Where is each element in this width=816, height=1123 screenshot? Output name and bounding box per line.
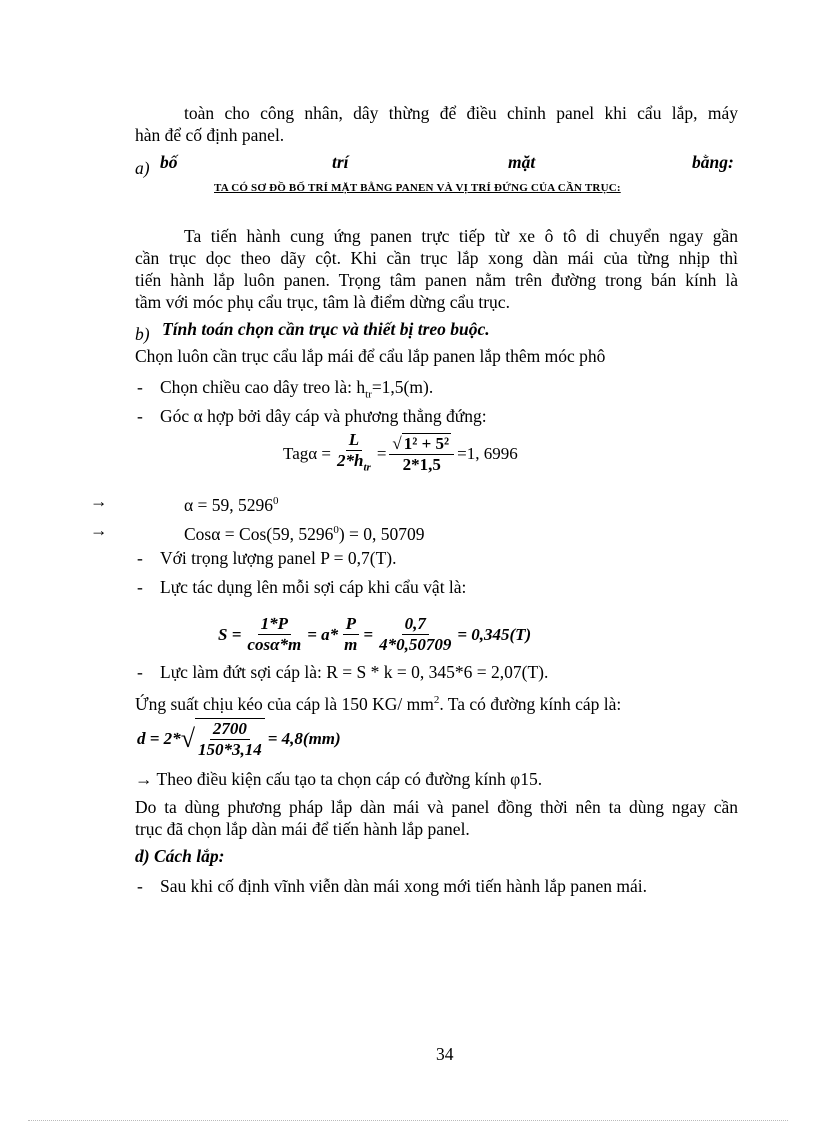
list-item: Lực làm đứt sợi cáp là: R = S * k = 0, 345*6 = 2,07(T). bbox=[160, 662, 549, 682]
section-a-label: a) bbox=[135, 158, 150, 178]
denominator: 2*1,5 bbox=[402, 454, 441, 474]
section-a-word: trí bbox=[332, 152, 349, 172]
section-b-label: b) bbox=[135, 324, 150, 344]
page-number: 34 bbox=[436, 1044, 454, 1064]
text-line: hàn để cố định panel. bbox=[135, 125, 285, 145]
cos-result: Cosα = Cos(59, $5296^0) = 0$, 50709 bbox=[184, 523, 425, 544]
footer-divider bbox=[28, 1120, 788, 1121]
sqrt-icon: √ bbox=[180, 724, 195, 753]
arrow-icon: → bbox=[90, 520, 108, 540]
text-line: toàn cho công nhân, dây thừng để điều chỉnh panel khi cẩu lắp, máy bbox=[184, 103, 738, 123]
fraction: $\frac{1*P}{\cos\alpha*m}$ bbox=[247, 614, 302, 654]
bullet: - bbox=[137, 876, 143, 896]
eq-lhs: Tagα = bbox=[283, 443, 331, 463]
equation-force: S = $\frac{1*P}{\cos\alpha*m}$ = a* $\frac{P}{m}$ = $\frac{0,7}{4*0,50709}$ = 0,345(T) bbox=[218, 614, 532, 654]
fraction bbox=[389, 433, 454, 475]
item-text: Chọn chiều cao dây treo là: h bbox=[160, 377, 366, 397]
text-line: Ứng suất chịu kéo của cáp là 150 KG/ $mm^2$. Ta có đường kính cáp là: bbox=[135, 693, 622, 714]
alpha-result: α = 59, 5296$^0$ bbox=[184, 494, 279, 515]
text-line: Chọn luôn cần trục cẩu lắp mái để cẩu lắp panen lắp thêm móc phô bbox=[135, 346, 606, 366]
list-item: Lực tác dụng lên mỗi sợi cáp khi cẩu vật là: bbox=[160, 577, 467, 597]
numerator: L bbox=[346, 430, 362, 451]
equation-tan-alpha bbox=[283, 430, 518, 477]
equation-diameter bbox=[137, 718, 341, 760]
eq-result: = 0,345(T) bbox=[457, 624, 532, 644]
text-line: cần trục dọc theo dãy cột. Khi cần trục lắp xong dàn mái của từng nhịp thì bbox=[135, 248, 738, 268]
eq-lhs: d = 2* bbox=[137, 729, 181, 748]
section-a-word: mặt bbox=[508, 152, 536, 172]
section-b-title: Tính toán chọn cần trục và thiết bị treo buộc. bbox=[162, 319, 490, 339]
text-line: tầm với móc phụ cẩu trục, tâm là điểm dừng cẩu trục. bbox=[135, 292, 510, 312]
text-line: Ta tiến hành cung ứng panen trực tiếp từ xe ô tô di chuyển ngay gần bbox=[184, 226, 738, 246]
bullet: - bbox=[137, 577, 143, 597]
fraction: $\frac{P}{m}$ bbox=[344, 614, 358, 654]
list-item: Góc α hợp bởi dây cáp và phương thẳng đứng: bbox=[160, 406, 487, 426]
denominator: $2*h_{tr}$ bbox=[337, 451, 371, 474]
text-line: → Theo điều kiện cấu tạo ta chọn cáp có đường kính φ15. bbox=[135, 769, 543, 789]
section-a-word: bố bbox=[160, 152, 178, 172]
numerator: √ 1² + 5² bbox=[389, 433, 454, 455]
eq-result: =1, 6996 bbox=[457, 443, 518, 463]
fraction: $\frac{0,7}{4*0,50709}$ bbox=[379, 614, 452, 654]
equals: = bbox=[376, 443, 387, 463]
item-text: =1,5(m). bbox=[371, 377, 434, 397]
fraction: $\frac{2700}{150*3,14}$ bbox=[195, 718, 265, 760]
list-item bbox=[160, 376, 433, 406]
section-a-word: bằng: bbox=[692, 152, 734, 172]
arrow-icon: → bbox=[90, 491, 108, 511]
fraction bbox=[334, 430, 374, 477]
subscript: tr bbox=[365, 388, 372, 401]
text-line: trục đã chọn lắp dàn mái để tiến hành lắp panel. bbox=[135, 819, 470, 839]
eq-result: = 4,8(mm) bbox=[267, 729, 341, 748]
list-item: Với trọng lượng panel P = 0,7(T). bbox=[160, 548, 397, 568]
text-line: Do ta dùng phương pháp lắp dàn mái và panel đồng thời nên ta dùng ngay cần bbox=[135, 797, 738, 817]
text-line: tiến hành lắp luôn panen. Trọng tâm panen nằm trên đường trong bán kính là bbox=[135, 270, 738, 290]
section-d-title: d) Cách lắp: bbox=[135, 846, 225, 866]
list-item: Sau khi cố định vĩnh viễn dàn mái xong mới tiến hành lắp panen mái. bbox=[160, 876, 648, 896]
bullet: - bbox=[137, 377, 143, 397]
bullet: - bbox=[137, 406, 143, 426]
bullet: - bbox=[137, 548, 143, 568]
bullet: - bbox=[137, 662, 143, 682]
eq-lhs: S = bbox=[218, 624, 242, 644]
diagram-caption: TA CÓ SƠ ĐỒ BỐ TRÍ MẶT BẰNG PANEN VÀ VỊ TRÍ ĐỨNG CỦA CẦN TRỤC: bbox=[214, 182, 621, 194]
